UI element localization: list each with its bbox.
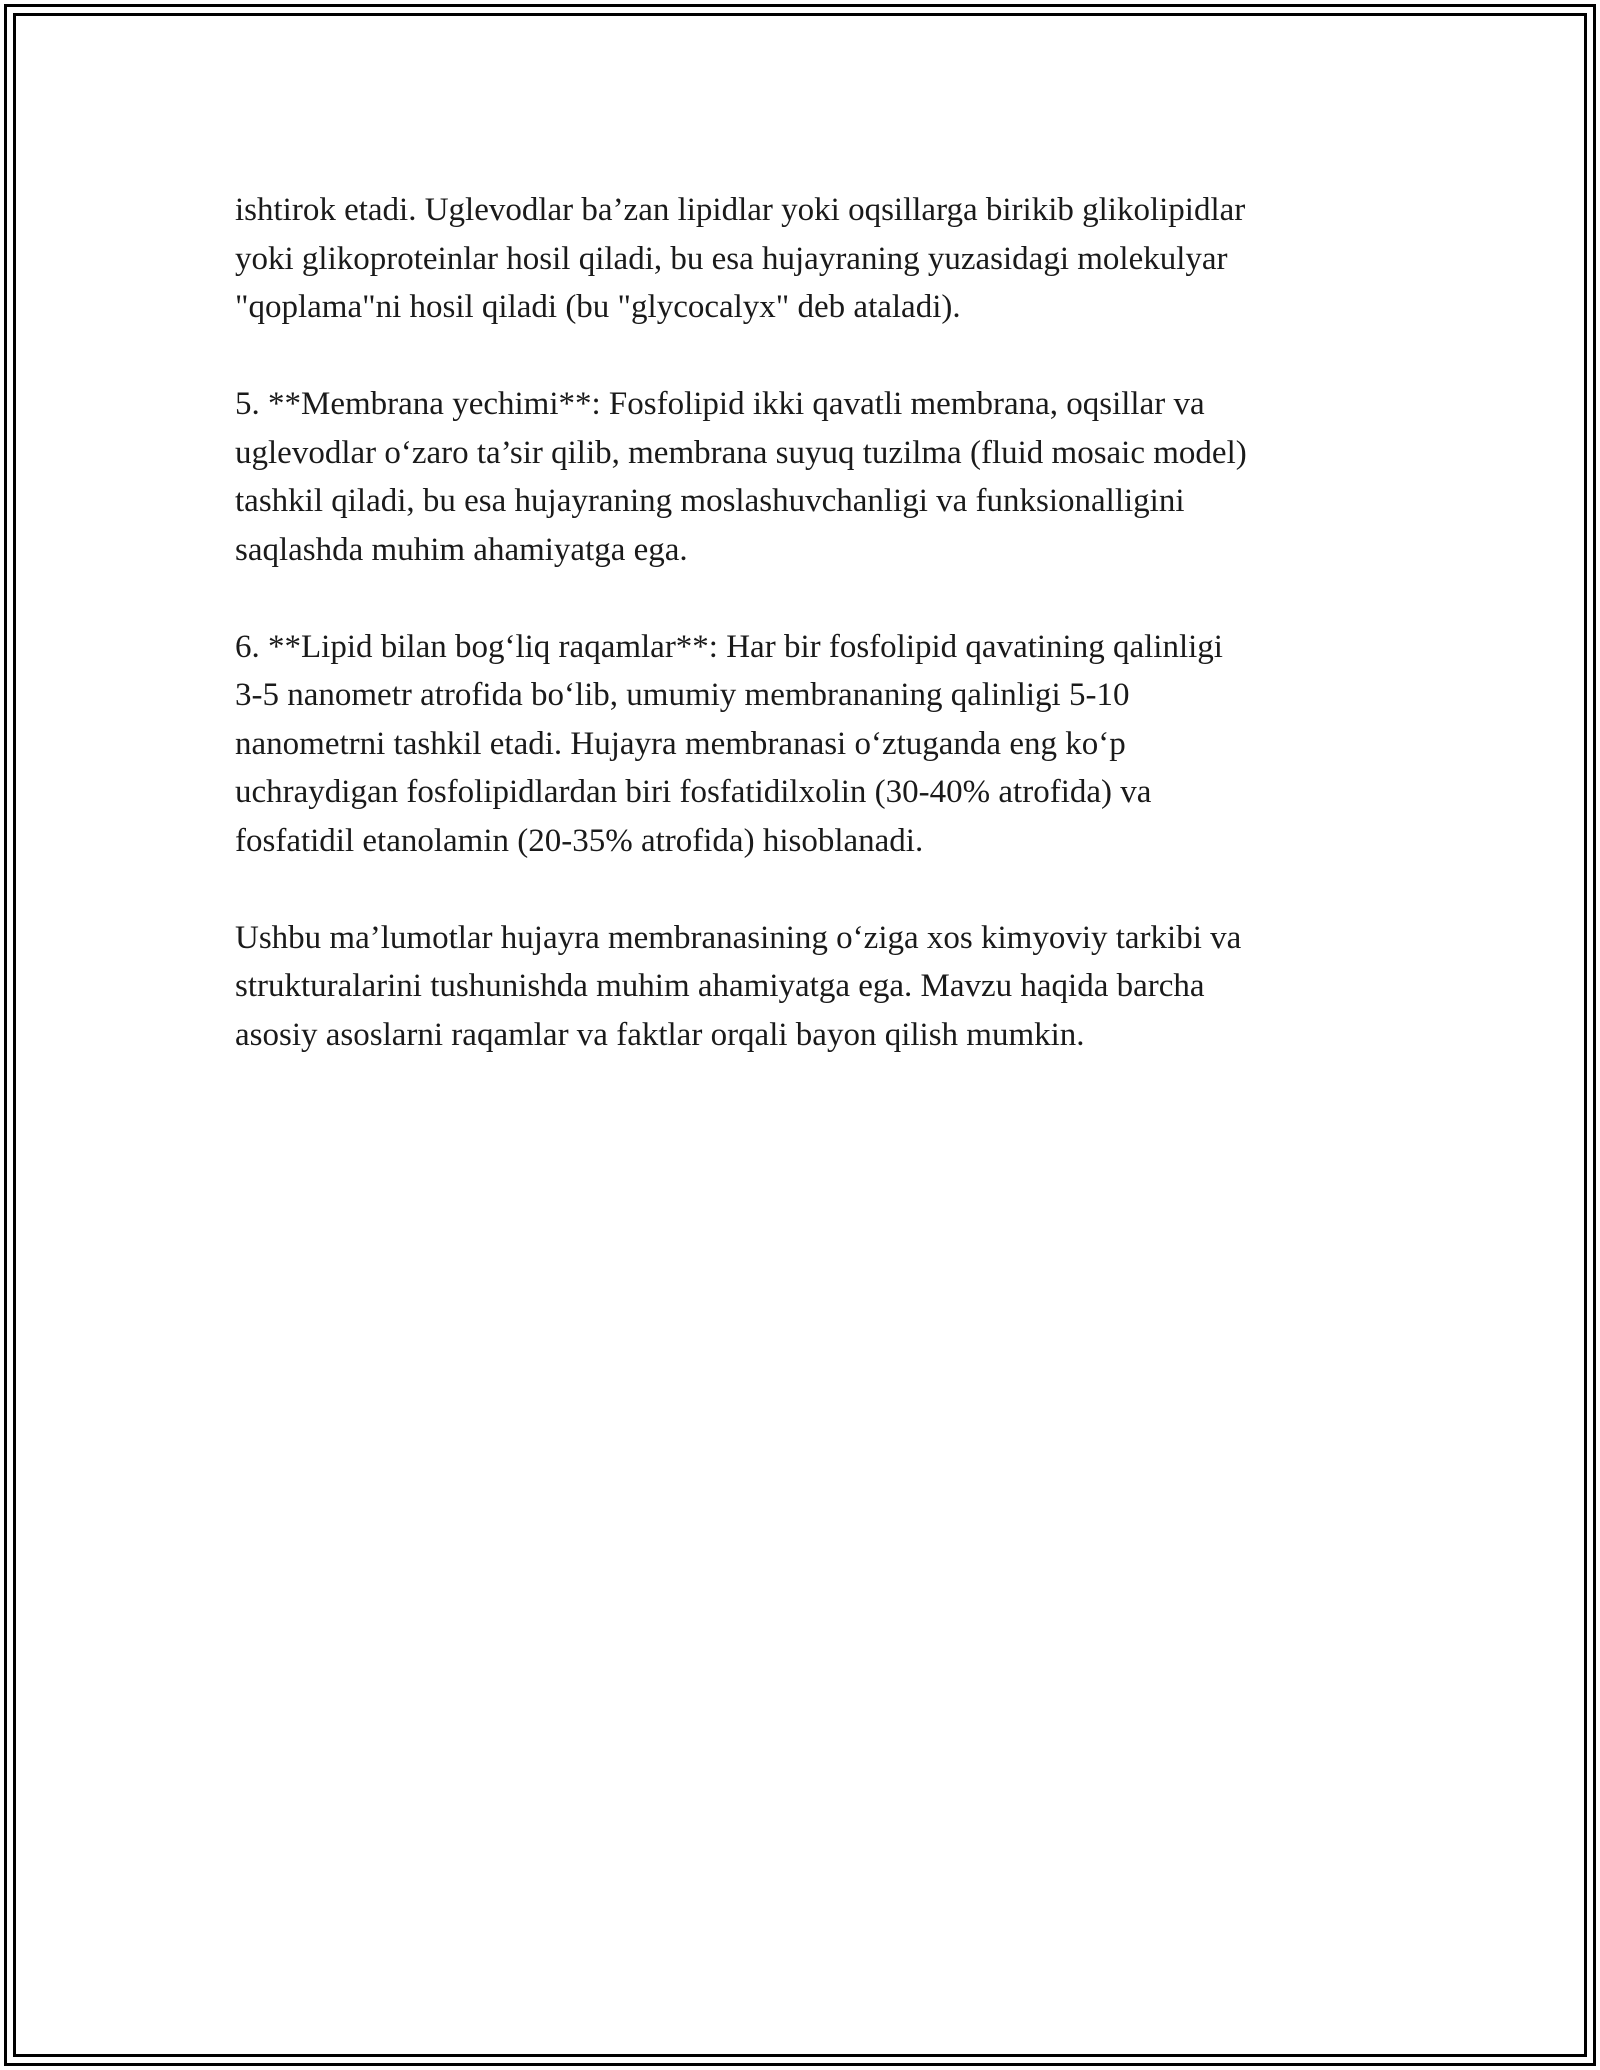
text-line: Ushbu ma’lumotlar hujayra membranasining o‘ziga xos kimyoviy tarkibi va <box>235 919 1242 956</box>
text-line: yoki glikoproteinlar hosil qiladi, bu esa hujayraning yuzasidagi molekulyar <box>235 240 1228 277</box>
text-line: ishtirok etadi. Uglevodlar ba’zan lipidlar yoki oqsillarga birikib glikolipidlar <box>235 192 1246 228</box>
text-line: "qoplama"ni hosil qiladi (bu "glycocalyx" deb ataladi). <box>235 289 961 325</box>
text-line: nanometrni tashkil etadi. Hujayra membranasi o‘ztuganda eng ko‘p <box>235 725 1126 762</box>
page-content <box>235 186 1395 1108</box>
text-line: tashkil qiladi, bu esa hujayraning moslashuvchanligi va funksionalligini <box>235 483 1185 519</box>
text-line: saqlashda muhim ahamiyatga ega. <box>235 531 688 568</box>
text-line: 3-5 nanometr atrofida bo‘lib, umumiy membrananing qalinligi 5-10 <box>235 677 1130 713</box>
text-line: asosiy asoslarni raqamlar va faktlar orqali bayon qilish mumkin. <box>235 1016 1085 1053</box>
paragraph-glycocalyx <box>235 186 1395 332</box>
text-line: fosfatidil etanolamin (20-35% atrofida) hisoblanadi. <box>235 822 924 859</box>
text-line: 6. **Lipid bilan bog‘liq raqamlar**: Har bir fosfolipid qavatining qalinligi <box>235 628 1223 665</box>
text-line: strukturalarini tushunishda muhim ahamiyatga ega. Mavzu haqida barcha <box>235 968 1205 1004</box>
paragraph-conclusion <box>235 914 1395 1060</box>
paragraph-lipid-numbers <box>235 623 1395 866</box>
text-line: uglevodlar o‘zaro ta’sir qilib, membrana suyuq tuzilma (fluid mosaic model) <box>235 434 1247 471</box>
text-line: 5. **Membrana yechimi**: Fosfolipid ikki qavatli membrana, oqsillar va <box>235 386 1205 422</box>
paragraph-membrane-solution <box>235 380 1395 574</box>
text-line: uchraydigan fosfolipidlardan biri fosfatidilxolin (30-40% atrofida) va <box>235 774 1152 810</box>
